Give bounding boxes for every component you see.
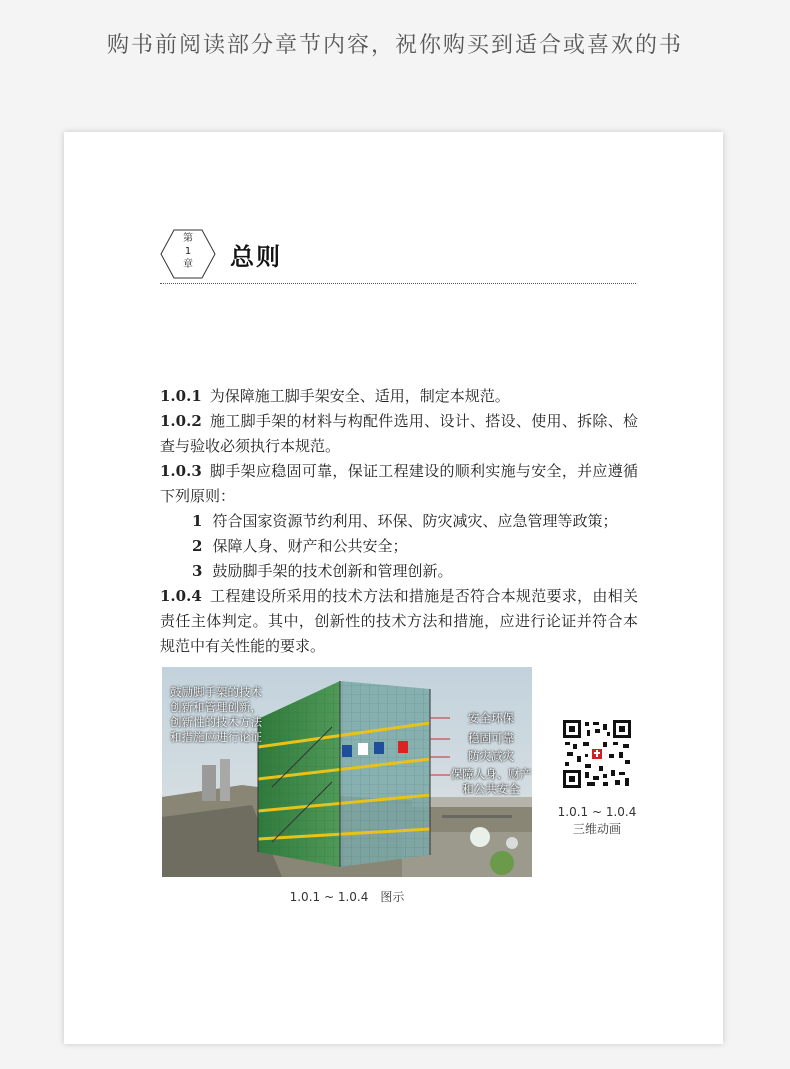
chapter-title: 总则: [230, 243, 282, 271]
clause-1-0-1: 1.0.1 为保障施工脚手架安全、适用，制定本规范。: [160, 387, 510, 405]
clause-1-0-4: 1.0.4 工程建设所采用的技术方法和措施是否符合本规范要求，由相关责任主体判定。其中，创新性的技术方法和措施，应进行论证并符合本规范中有关性能的要求。: [160, 587, 638, 655]
body-text: [160, 384, 638, 659]
top-banner: 购书前阅读部分章节内容，祝你购买到适合或喜欢的书: [106, 33, 683, 58]
scaffold-illustration: [162, 667, 532, 877]
clause-1-0-2: 1.0.2 施工脚手架的材料与构配件选用、设计、搭设、使用、拆除、检查与验收必须执行本规范。: [160, 412, 638, 455]
principle-item: 2 保障人身、财产和公共安全；: [192, 537, 408, 555]
callout-disaster-prevention: 防灾减灾: [468, 749, 514, 763]
chapter-number: 第 1 章: [183, 233, 193, 270]
principle-item: 3 鼓励脚手架的技术创新和管理创新。: [192, 562, 453, 580]
callout-stable-reliable: 稳固可靠: [468, 731, 514, 745]
figure-caption: 1.0.1 ~ 1.0.4 图示: [289, 890, 405, 904]
callout-safety-environment: 安全环保: [468, 711, 514, 725]
qr-caption: 1.0.1 ~ 1.0.4 三维动画: [557, 805, 637, 836]
principle-item: 1 符合国家资源节约利用、环保、防灾减灾、应急管理等政策；: [192, 512, 618, 530]
dotted-divider: [160, 283, 636, 284]
innovation-callout: 鼓励脚手架的技术创新和管理创新，创新性的技术方法和措施应进行论证: [170, 685, 262, 744]
qr-code-icon[interactable]: [563, 720, 631, 788]
book-page: [64, 132, 723, 1044]
clause-1-0-3: 1.0.3 脚手架应稳固可靠，保证工程建设的顺利实施与安全，并应遵循下列原则：: [160, 462, 638, 505]
callout-public-safety: 保障人身、财产和公共安全: [450, 767, 532, 796]
chapter-heading: [160, 229, 640, 279]
